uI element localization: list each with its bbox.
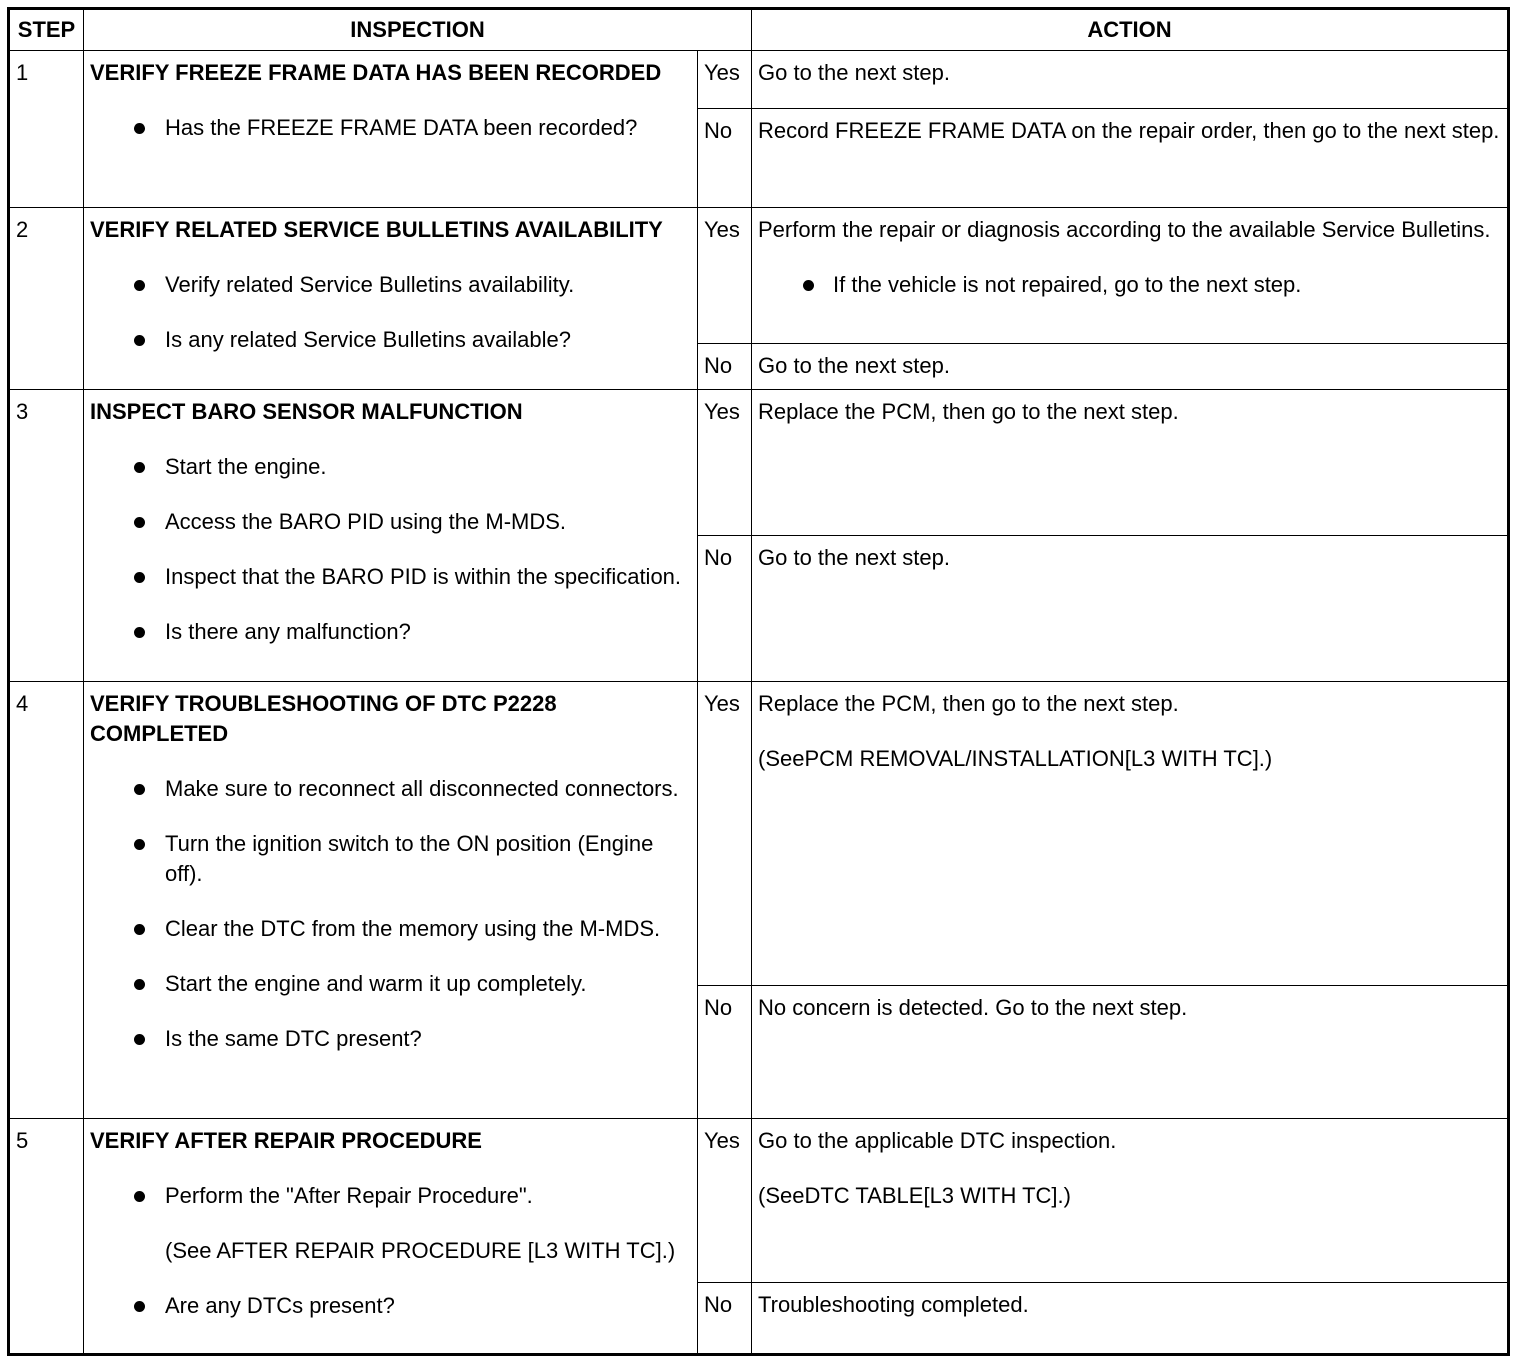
yes-action-cell [752,208,1509,344]
step-1-yes-row [9,51,1509,109]
inspection-item: Start the engine. [90,452,691,482]
yes-action: Go to the applicable DTC inspection. [758,1128,1117,1153]
no-action: Record FREEZE FRAME DATA on the repair order, then go to the next step. [752,109,1509,208]
yes-action-cell [752,1119,1509,1283]
inspection-item: Clear the DTC from the memory using the M-MDS. [90,914,691,944]
inspection-cell [84,1119,698,1355]
inspection-item: Is there any malfunction? [90,617,691,647]
no-action: Go to the next step. [752,536,1509,682]
no-action: Troubleshooting completed. [752,1283,1509,1355]
inspection-title: VERIFY TROUBLESHOOTING OF DTC P2228 COMPLETED [90,691,557,746]
header-action: ACTION [752,9,1509,51]
yes-label: Yes [698,1119,752,1283]
reference-link[interactable]: (SeePCM REMOVAL/INSTALLATION[L3 WITH TC].) [758,746,1273,771]
header-row [9,9,1509,51]
yes-action: Go to the next step. [752,51,1509,109]
yes-label: Yes [698,682,752,986]
no-action: No concern is detected. Go to the next step. [752,986,1509,1119]
step-number: 1 [9,51,84,208]
inspection-cell [84,390,698,682]
inspection-cell [84,208,698,390]
inspection-item: Perform the "After Repair Procedure". [90,1181,691,1211]
inspection-item: Are any DTCs present? [90,1291,691,1321]
no-label: No [698,1283,752,1355]
inspection-item: Turn the ignition switch to the ON position (Engine off). [90,829,691,889]
yes-label: Yes [698,208,752,344]
inspection-cell [84,51,698,208]
header-inspection: INSPECTION [84,9,752,51]
step-3-yes-row [9,390,1509,536]
yes-action: Replace the PCM, then go to the next step. [752,390,1509,536]
yes-action: Replace the PCM, then go to the next step. [758,691,1179,716]
yes-label: Yes [698,390,752,536]
no-label: No [698,109,752,208]
step-4-yes-row [9,682,1509,986]
inspection-item: Has the FREEZE FRAME DATA been recorded? [90,113,691,143]
diagnostic-table [7,7,1510,1356]
no-label: No [698,536,752,682]
step-number: 5 [9,1119,84,1355]
inspection-title: VERIFY RELATED SERVICE BULLETINS AVAILABILITY [90,217,663,242]
step-number: 4 [9,682,84,1119]
inspection-title: VERIFY FREEZE FRAME DATA HAS BEEN RECORDED [90,60,662,85]
yes-action-subitem: If the vehicle is not repaired, go to the next step. [758,270,1501,300]
inspection-item: Make sure to reconnect all disconnected connectors. [90,774,691,804]
yes-action-cell [752,682,1509,986]
step-number: 2 [9,208,84,390]
inspection-item: Verify related Service Bulletins availability. [90,270,691,300]
no-label: No [698,986,752,1119]
inspection-item: Is the same DTC present? [90,1024,691,1054]
header-step: STEP [9,9,84,51]
step-5-yes-row [9,1119,1509,1283]
no-label: No [698,344,752,390]
step-number: 3 [9,390,84,682]
inspection-item: Start the engine and warm it up completely. [90,969,691,999]
reference-link[interactable]: (SeeDTC TABLE[L3 WITH TC].) [758,1183,1071,1208]
inspection-item: Access the BARO PID using the M-MDS. [90,507,691,537]
inspection-cell [84,682,698,1119]
reference-link[interactable]: (See AFTER REPAIR PROCEDURE [L3 WITH TC].) [165,1238,676,1263]
yes-action: Perform the repair or diagnosis according to the available Service Bulletins. [758,217,1491,242]
inspection-item: Is any related Service Bulletins available? [90,325,691,355]
no-action: Go to the next step. [752,344,1509,390]
inspection-title: INSPECT BARO SENSOR MALFUNCTION [90,399,523,424]
inspection-item: Inspect that the BARO PID is within the specification. [90,562,691,592]
yes-label: Yes [698,51,752,109]
step-2-yes-row [9,208,1509,344]
inspection-title: VERIFY AFTER REPAIR PROCEDURE [90,1128,482,1153]
